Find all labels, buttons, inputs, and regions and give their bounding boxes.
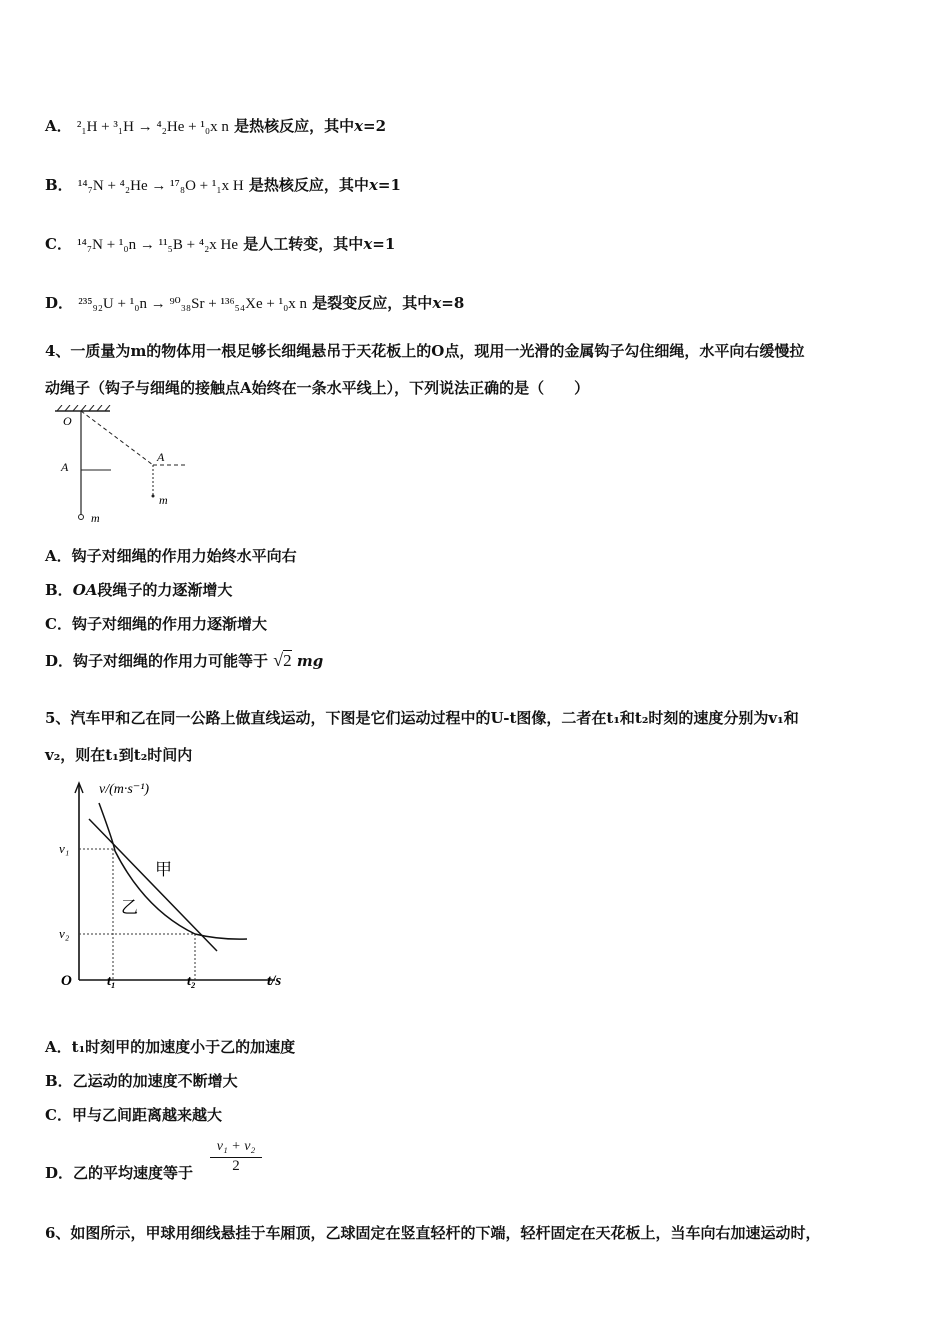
q5-vt-chart <box>55 775 305 1000</box>
label-m-right: m <box>159 493 168 507</box>
q4-figure <box>45 405 205 530</box>
q5-stem-line2: v₂，则在t₁到t₂时间内 <box>45 746 193 764</box>
fraction-numerator: v₁ + v₂ <box>210 1139 262 1158</box>
sqrt-sign: √ <box>273 650 284 670</box>
q5-option-c: C．甲与乙间距离越来越大 <box>45 1106 222 1124</box>
ceiling-hatch <box>57 405 110 411</box>
q4-option-c: C．钩子对细绳的作用力逐渐增大 <box>45 615 267 633</box>
q5-option-b: B．乙运动的加速度不断增大 <box>45 1072 238 1090</box>
x-tick-t1: t₁ <box>107 974 116 989</box>
x-axis-label: t/s <box>267 973 282 989</box>
q6-stem-line1: 6、如图所示，甲球用细线悬挂于车厢顶，乙球固定在竖直轻杆的下端，轻杆固定在天花板上，当车向右加速运动时， <box>45 1224 821 1242</box>
q5-fraction <box>210 1139 262 1175</box>
q3-option-c: C． ¹⁴₇N + ¹₀n → ¹¹₅B + ⁴₂x He 是人工转变，其中x=1 <box>45 235 396 253</box>
q3-option-b-equation: ¹⁴₇N + ⁴₂He → ¹⁷₈O + ¹₁x H <box>77 178 244 194</box>
series-jia-line <box>89 819 217 951</box>
q3-option-d: D． ²³⁵₉₂U + ¹₀n → ⁹⁰₃₈Sr + ¹³⁶₅₄Xe + ¹₀x n 是裂变反应，其中x=8 <box>45 294 465 312</box>
q5-option-a: A．t₁时刻甲的加速度小于乙的加速度 <box>45 1038 296 1056</box>
fraction-denominator: 2 <box>232 1158 240 1174</box>
q4-stem-line1: 4、一质量为m的物体用一根足够长细绳悬吊于天花板上的O点，现用一光滑的金属钩子勾住细绳，水平向右缓慢拉 <box>45 342 805 360</box>
q3-option-b: B． ¹⁴₇N + ⁴₂He → ¹⁷₈O + ¹₁x H 是热核反应，其中x=1 <box>45 176 401 194</box>
q3-option-a: A． ²₁H + ³₁H → ⁴₂He + ¹₀x n 是热核反应，其中x=2 <box>45 117 387 135</box>
q3-option-c-equation: ¹⁴₇N + ¹₀n → ¹¹₅B + ⁴₂x He <box>77 237 239 253</box>
displaced-rope <box>81 411 153 465</box>
q3-option-a-equation: ²₁H + ³₁H → ⁴₂He + ¹₀x n <box>76 119 229 135</box>
label-a-left: A <box>61 460 69 474</box>
origin-label: O <box>61 973 72 989</box>
x-tick-t2: t₂ <box>187 974 196 989</box>
mass-left <box>79 515 84 520</box>
mass-right <box>152 495 155 498</box>
q4-option-b: B．OA段绳子的力逐渐增大 <box>45 581 233 599</box>
q4-stem-line2: 动绳子（钩子与细绳的接触点A始终在一条水平线上），下列说法正确的是（ ） <box>45 379 590 397</box>
series-yi-label: 乙 <box>121 898 138 917</box>
y-tick-v2: v₂ <box>59 926 70 941</box>
q3-option-d-equation: ²³⁵₉₂U + ¹₀n → ⁹⁰₃₈Sr + ¹³⁶₅₄Xe + ¹₀x n <box>78 296 308 312</box>
series-jia-label: 甲 <box>155 860 172 879</box>
q5-stem-line1: 5、汽车甲和乙在同一公路上做直线运动，下图是它们运动过程中的U-t图像，二者在t₁和t₂时刻的速度分别为v₁和 <box>45 709 799 727</box>
y-axis-label: v/(m·s⁻¹) <box>99 782 150 797</box>
q4-option-d: D．钩子对细绳的作用力可能等于 √2 mg <box>45 650 324 670</box>
label-a-right: A <box>157 450 165 464</box>
q4-option-a: A．钩子对细绳的作用力始终水平向右 <box>45 547 297 565</box>
label-m-left: m <box>91 511 100 525</box>
y-tick-v1: v₁ <box>59 841 70 856</box>
label-o: O <box>63 414 72 428</box>
series-yi-curve <box>99 803 247 939</box>
q5-option-d: D．乙的平均速度等于 <box>45 1164 194 1182</box>
